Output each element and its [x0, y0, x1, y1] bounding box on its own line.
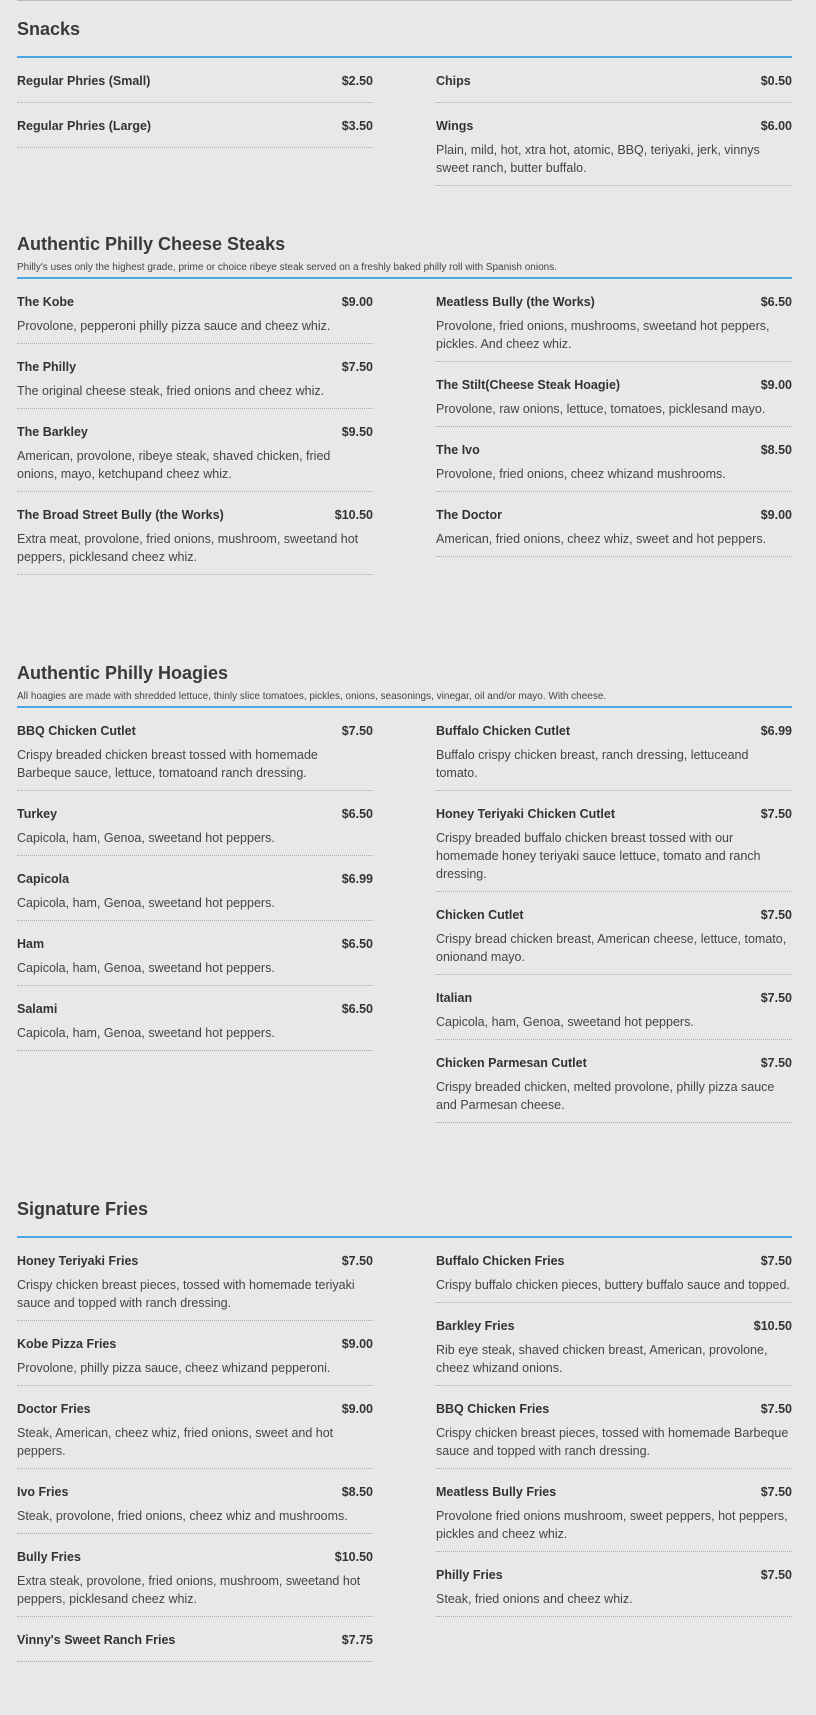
- item-price: $7.50: [341, 360, 373, 374]
- section-description: All hoagies are made with shredded lettuce, thinly slice tomatoes, pickles, onions, seasonings, vinegar, oil and/or mayo. With cheese.: [17, 691, 607, 702]
- menu-item: [17, 1321, 373, 1386]
- menu-item-header: [17, 103, 373, 139]
- menu-item: [17, 58, 373, 103]
- menu-item: [436, 427, 792, 492]
- menu-item-header: [17, 708, 373, 744]
- menu-item: [17, 492, 373, 575]
- item-description: Crispy bread chicken breast, American cheese, lettuce, tomato, onionand mayo.: [436, 932, 787, 964]
- top-divider: [17, 0, 792, 1]
- item-description: Crispy chicken breast pieces, tossed with homemade teriyaki sauce and topped with ranch dressing.: [17, 1278, 355, 1310]
- menu-item: [17, 1469, 373, 1534]
- menu-item: [17, 1386, 373, 1469]
- item-name: Regular Phries (Large): [17, 119, 152, 133]
- menu-item: [436, 975, 792, 1040]
- menu-item-header: [436, 1238, 792, 1274]
- item-name: Ivo Fries: [17, 1485, 69, 1499]
- right-column: [436, 58, 792, 186]
- item-description: Buffalo crispy chicken breast, ranch dressing, lettuceand tomato.: [436, 748, 749, 780]
- item-name: BBQ Chicken Cutlet: [17, 724, 136, 738]
- item-price: $3.50: [341, 119, 373, 133]
- menu-item-header: [17, 856, 373, 892]
- item-price: $7.50: [760, 991, 792, 1005]
- item-name: Regular Phries (Small): [17, 74, 151, 88]
- item-name: Honey Teriyaki Chicken Cutlet: [436, 807, 615, 821]
- item-price: $7.50: [760, 1485, 792, 1499]
- section-title: Authentic Philly Hoagies: [17, 663, 229, 683]
- item-name: Bully Fries: [17, 1550, 81, 1564]
- item-description: Plain, mild, hot, xtra hot, atomic, BBQ, teriyaki, jerk, vinnys sweet ranch, butter buffalo.: [436, 143, 760, 175]
- menu-item-header: [17, 58, 373, 94]
- menu-item-header: [436, 892, 792, 928]
- item-description: Extra steak, provolone, fried onions, mushroom, sweetand hot peppers, picklesand cheez whiz.: [17, 1574, 361, 1606]
- item-description: American, provolone, ribeye steak, shaved chicken, fried onions, mayo, ketchupand cheez whiz.: [17, 449, 331, 481]
- menu-item: [17, 791, 373, 856]
- item-name: The Ivo: [436, 443, 480, 457]
- item-description: Steak, fried onions and cheez whiz.: [436, 1592, 633, 1606]
- item-description: Provolone, philly pizza sauce, cheez whizand pepperoni.: [17, 1361, 331, 1375]
- item-price: $10.50: [334, 1550, 373, 1564]
- menu-item-header: [17, 1386, 373, 1422]
- left-column: [17, 58, 373, 148]
- section-title: Signature Fries: [17, 1199, 149, 1219]
- menu-item-header: [17, 279, 373, 315]
- menu-item: [436, 279, 792, 362]
- menu-item-header: [17, 1469, 373, 1505]
- menu-item-header: [17, 791, 373, 827]
- item-name: The Doctor: [436, 508, 502, 522]
- item-name: Meatless Bully Fries: [436, 1485, 557, 1499]
- menu-item-header: [436, 1552, 792, 1588]
- left-column: [17, 279, 373, 575]
- item-description: Provolone, fried onions, mushrooms, sweetand hot peppers, pickles. And cheez whiz.: [436, 319, 770, 351]
- item-description: American, fried onions, cheez whiz, sweet and hot peppers.: [436, 532, 767, 546]
- menu-item: [17, 921, 373, 986]
- section-cheese-steaks: [17, 229, 792, 564]
- item-name: Philly Fries: [436, 1568, 503, 1582]
- item-price: $7.75: [341, 1633, 373, 1647]
- item-name: Kobe Pizza Fries: [17, 1337, 117, 1351]
- item-name: Italian: [436, 991, 473, 1005]
- item-price: $8.50: [341, 1485, 373, 1499]
- menu-item: [17, 409, 373, 492]
- item-name: The Broad Street Bully (the Works): [17, 508, 224, 522]
- item-name: Chicken Parmesan Cutlet: [436, 1056, 587, 1070]
- item-price: $9.50: [341, 425, 373, 439]
- item-price: $7.50: [760, 1402, 792, 1416]
- item-description: Extra meat, provolone, fried onions, mushroom, sweetand hot peppers, picklesand cheez whiz.: [17, 532, 359, 564]
- item-description: Steak, American, cheez whiz, fried onions, sweet and hot peppers.: [17, 1426, 334, 1458]
- menu-item: [17, 344, 373, 409]
- item-description: The original cheese steak, fried onions and cheez whiz.: [17, 384, 325, 398]
- section-signature-fries: [17, 1194, 792, 1647]
- item-name: Honey Teriyaki Fries: [17, 1254, 139, 1268]
- menu-item: [17, 279, 373, 344]
- menu-item: [436, 1040, 792, 1123]
- menu-item: [17, 1534, 373, 1617]
- menu-item-header: [17, 921, 373, 957]
- menu-item-header: [17, 1534, 373, 1570]
- item-price: $6.50: [760, 295, 792, 309]
- menu-item-header: [17, 409, 373, 445]
- item-price: $6.00: [760, 119, 792, 133]
- item-price: $9.00: [341, 295, 373, 309]
- item-price: $7.50: [341, 1254, 373, 1268]
- item-name: Doctor Fries: [17, 1402, 91, 1416]
- menu-item-header: [17, 986, 373, 1022]
- item-price: $6.50: [341, 1002, 373, 1016]
- menu-item: [436, 1303, 792, 1386]
- item-name: Capicola: [17, 872, 70, 886]
- left-column: [17, 708, 373, 1051]
- menu-item: [17, 1238, 373, 1321]
- item-name: The Kobe: [17, 295, 74, 309]
- item-description: Capicola, ham, Genoa, sweetand hot peppers.: [17, 831, 275, 845]
- item-name: Barkley Fries: [436, 1319, 515, 1333]
- item-description: Crispy breaded chicken, melted provolone, philly pizza sauce and Parmesan cheese.: [436, 1080, 775, 1112]
- section-title: Authentic Philly Cheese Steaks: [17, 234, 286, 254]
- item-price: $9.00: [760, 508, 792, 522]
- item-name: Chips: [436, 74, 471, 88]
- menu-item-header: [17, 492, 373, 528]
- menu-item-header: [436, 975, 792, 1011]
- menu-item-header: [436, 279, 792, 315]
- menu-item: [436, 58, 792, 103]
- item-price: $8.50: [760, 443, 792, 457]
- item-name: Chicken Cutlet: [436, 908, 524, 922]
- item-description: Provolone fried onions mushroom, sweet peppers, hot peppers, pickles and cheez whiz.: [436, 1509, 788, 1541]
- item-price: $9.00: [341, 1337, 373, 1351]
- item-name: Turkey: [17, 807, 58, 821]
- section-snacks: [17, 14, 792, 175]
- menu-item: [436, 103, 792, 186]
- item-name: The Philly: [17, 360, 77, 374]
- right-column: [436, 279, 792, 557]
- right-column: [436, 1238, 792, 1617]
- menu-item: [436, 791, 792, 892]
- item-description: Capicola, ham, Genoa, sweetand hot peppers.: [436, 1015, 694, 1029]
- item-price: $10.50: [334, 508, 373, 522]
- item-description: Steak, provolone, fried onions, cheez whiz and mushrooms.: [17, 1509, 348, 1523]
- menu-item: [436, 1469, 792, 1552]
- item-price: $6.50: [341, 807, 373, 821]
- item-description: Crispy breaded chicken breast tossed with homemade Barbeque sauce, lettuce, tomatoand ranch dressing.: [17, 748, 318, 780]
- menu-item: [17, 986, 373, 1051]
- item-description: Capicola, ham, Genoa, sweetand hot peppers.: [17, 1026, 275, 1040]
- item-price: $7.50: [760, 1568, 792, 1582]
- menu-item: [436, 1386, 792, 1469]
- item-price: $7.50: [760, 1056, 792, 1070]
- menu-item-header: [436, 1303, 792, 1339]
- item-name: The Stilt(Cheese Steak Hoagie): [436, 378, 621, 392]
- item-name: The Barkley: [17, 425, 88, 439]
- menu-item-header: [436, 1386, 792, 1422]
- menu-item-header: [17, 1321, 373, 1357]
- item-price: $7.50: [760, 908, 792, 922]
- menu-item: [436, 708, 792, 791]
- section-description: Philly's uses only the highest grade, prime or choice ribeye steak served on a freshly baked philly roll with Spanish onions.: [17, 262, 557, 273]
- menu-item: [436, 362, 792, 427]
- menu-item: [436, 1552, 792, 1617]
- item-name: Salami: [17, 1002, 58, 1016]
- item-price: $10.50: [753, 1319, 792, 1333]
- menu-item-header: [436, 492, 792, 528]
- menu-item-header: [17, 1617, 373, 1653]
- menu-item-header: [436, 708, 792, 744]
- item-description: Crispy chicken breast pieces, tossed with homemade Barbeque sauce and topped with ranch dressing.: [436, 1426, 789, 1458]
- item-name: Vinny's Sweet Ranch Fries: [17, 1633, 176, 1647]
- menu-item-header: [436, 1040, 792, 1076]
- item-price: $6.50: [341, 937, 373, 951]
- menu-item-header: [17, 344, 373, 380]
- item-description: Provolone, fried onions, cheez whizand mushrooms.: [436, 467, 726, 481]
- item-price: $7.50: [760, 807, 792, 821]
- section-title: Snacks: [17, 19, 81, 39]
- item-price: $9.00: [341, 1402, 373, 1416]
- menu-item-header: [436, 103, 792, 139]
- menu-item-header: [436, 58, 792, 94]
- item-price: $6.99: [341, 872, 373, 886]
- menu-item-header: [436, 791, 792, 827]
- item-name: Meatless Bully (the Works): [436, 295, 595, 309]
- menu-item: [17, 1617, 373, 1662]
- menu-item-header: [436, 1469, 792, 1505]
- item-description: Crispy breaded buffalo chicken breast tossed with our homemade honey teriyaki sauce lettuce, tomato and ranch dressing.: [436, 831, 761, 881]
- menu-item: [436, 492, 792, 557]
- section-hoagies: [17, 658, 792, 1112]
- item-name: Buffalo Chicken Fries: [436, 1254, 565, 1268]
- item-description: Capicola, ham, Genoa, sweetand hot peppers.: [17, 961, 275, 975]
- menu-item: [17, 856, 373, 921]
- menu-item: [17, 708, 373, 791]
- menu-item-header: [17, 1238, 373, 1274]
- item-description: Crispy buffalo chicken pieces, buttery buffalo sauce and topped.: [436, 1278, 790, 1292]
- item-name: Wings: [436, 119, 474, 133]
- item-price: $7.50: [760, 1254, 792, 1268]
- menu-item: [436, 892, 792, 975]
- menu-item: [436, 1238, 792, 1303]
- item-description: Rib eye steak, shaved chicken breast, American, provolone, cheez whizand onions.: [436, 1343, 768, 1375]
- item-price: $7.50: [341, 724, 373, 738]
- item-name: BBQ Chicken Fries: [436, 1402, 550, 1416]
- item-name: Ham: [17, 937, 45, 951]
- menu-item-header: [436, 427, 792, 463]
- item-price: $6.99: [760, 724, 792, 738]
- left-column: [17, 1238, 373, 1662]
- item-description: Provolone, raw onions, lettuce, tomatoes, picklesand mayo.: [436, 402, 766, 416]
- item-description: Provolone, pepperoni philly pizza sauce and cheez whiz.: [17, 319, 331, 333]
- item-description: Capicola, ham, Genoa, sweetand hot peppers.: [17, 896, 275, 910]
- item-price: $0.50: [760, 74, 792, 88]
- right-column: [436, 708, 792, 1123]
- menu-item: [17, 103, 373, 148]
- menu-item-header: [436, 362, 792, 398]
- item-name: Buffalo Chicken Cutlet: [436, 724, 571, 738]
- item-price: $2.50: [341, 74, 373, 88]
- item-price: $9.00: [760, 378, 792, 392]
